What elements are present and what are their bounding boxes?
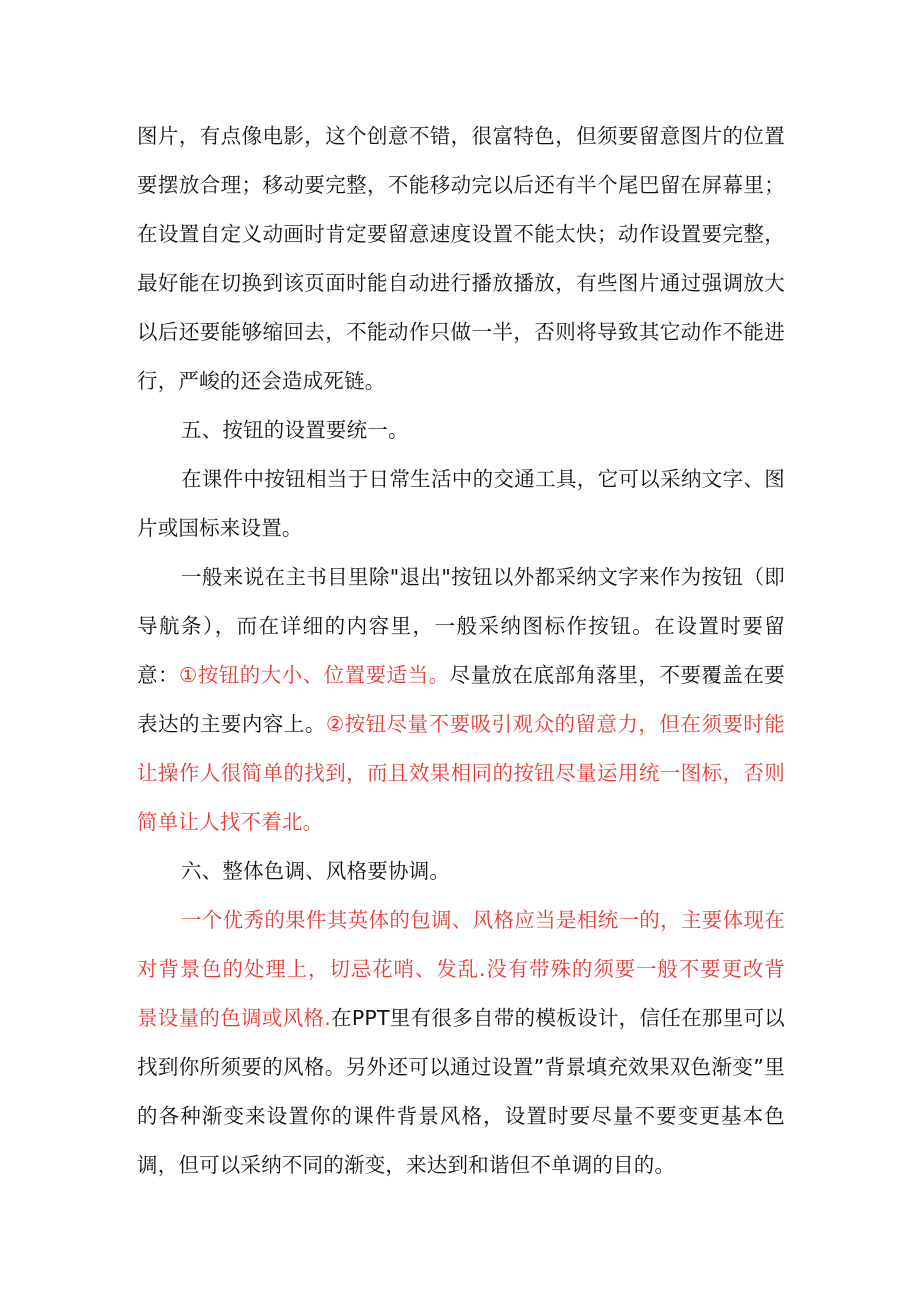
section-heading-color-style: 六、整体色调、风格要协调。 — [181, 859, 451, 883]
paragraph-text: 在PPT里有很多自带的模板设计，信任在那里可以找到你所须要的风格。另外还可以通过设置”背景填充效果双色渐变”里的各种渐变来设置你的课件背景风格，设置时要尽量不要变更基本色调，但可以采纳不同的渐变，来达到和谐但不单调的目的。 — [137, 1006, 785, 1177]
paragraph-buttons-intro: 在课件中按钮相当于日常生活中的交通工具，它可以采纳文字、图片或国标来设置。 — [137, 467, 785, 540]
paragraph-text: 尽量放在底部角落里，不要覆盖在要表达的主要内容上。 — [137, 663, 785, 736]
paragraph-color-style — [137, 896, 785, 1190]
highlight-text: ①按钮的大小、位置要适当。 — [178, 663, 450, 687]
highlight-text: 一个优秀的果件其英体的包调、风格应当是相统一的，主要体现在对背景色的处理上，切忌花哨、发乱.没有带殊的须要一般不要更改背景设量的色调或风格. — [137, 908, 785, 1030]
paragraph-text: 一般来说在主书目里除"退出"按钮以外都采纳文字来作为按钮（即导航条），而在详细的内容里，一般采纳图标作按钮。在设置时要留意： — [137, 565, 785, 687]
highlight-text: ②按钮尽量不要吸引观众的留意力，但在须要时能让操作人很简单的找到，而且效果相同的按钮尽量运用统一图标，否则简单让人找不着北。 — [137, 712, 785, 834]
paragraph-animation: 图片，有点像电影，这个创意不错，很富特色，但须要留意图片的位置要摆放合理；移动要完整，不能移动完以后还有半个尾巴留在屏幕里；在设置自定义动画时肯定要留意速度设置不能太快；动作设置要完整，最好能在切换到该页面时能自动进行播放播放，有些图片通过强调放大以后还要能够缩回去，不能动作只做一半，否则将导致其它动作不能进行，严峻的还会造成死链。 — [137, 124, 785, 393]
paragraph-buttons-detail — [137, 553, 785, 847]
document-body — [137, 112, 785, 1190]
section-heading-buttons: 五、按钮的设置要统一。 — [181, 418, 409, 442]
